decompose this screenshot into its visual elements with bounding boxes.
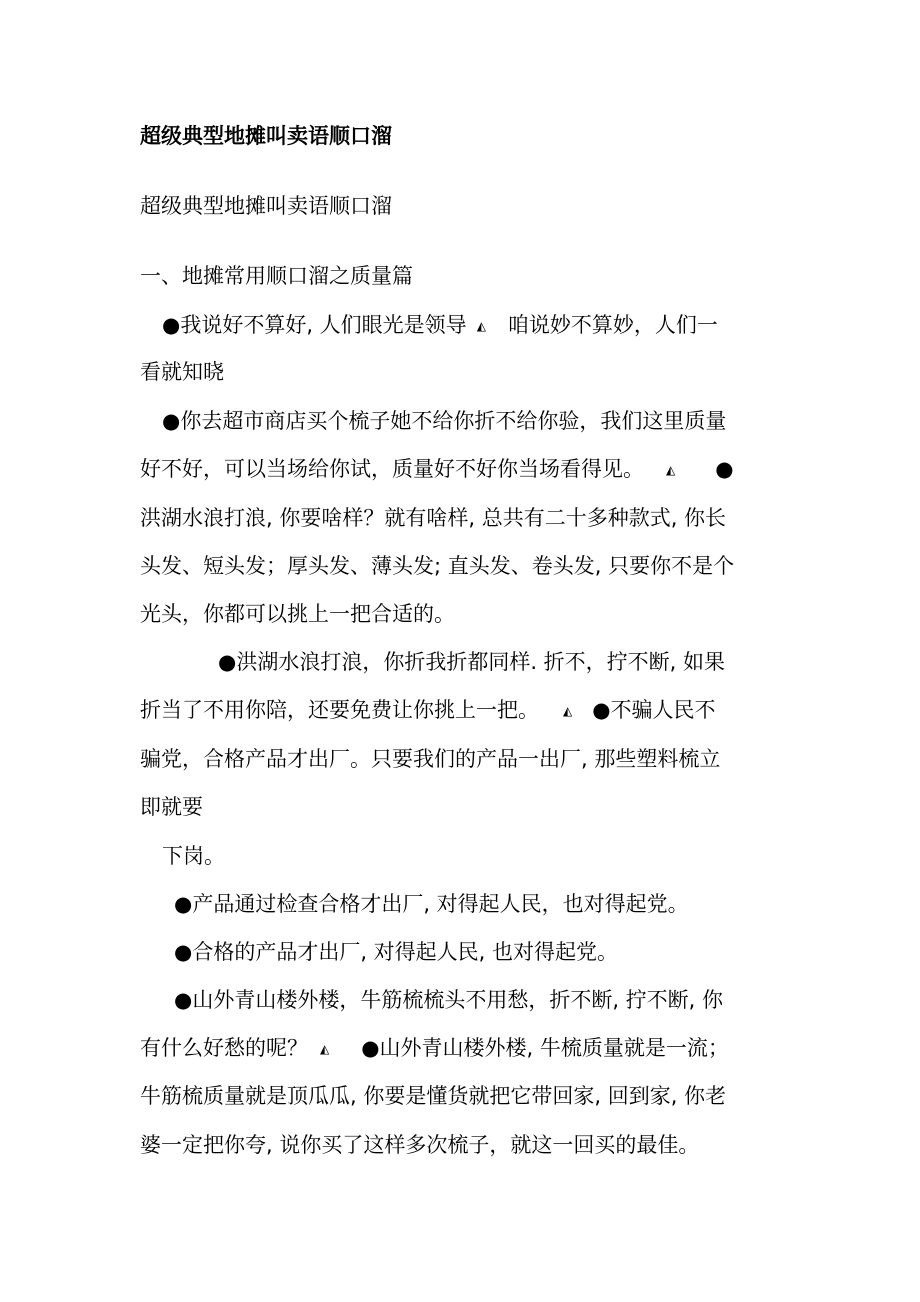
paragraph-line: [140, 600, 800, 628]
text-segment: ●合格的产品才出厂, 对得起人民, 也对得起党。: [174, 940, 619, 964]
text-segment: 有什么好愁的呢？: [140, 1036, 308, 1060]
paragraph-line: [174, 890, 834, 918]
paragraph-line: [140, 696, 800, 725]
paragraph-line: [140, 552, 800, 580]
text-segment: ●山外青山楼外楼, 牛梳质量就是一流；: [361, 1036, 729, 1060]
paragraph-line: [140, 1131, 800, 1159]
text-segment: 牛筋梳质量就是顶瓜瓜, 你要是懂货就把它带回家, 回到家, 你老: [140, 1084, 727, 1108]
text-segment: 看就知晓: [140, 360, 224, 384]
text-segment: 婆一定把你夸, 说你买了这样多次梳子，就这一回买的最佳。: [140, 1133, 700, 1157]
document-title: 超级典型地摊叫卖语顺口溜: [140, 124, 392, 148]
paragraph-line: [140, 504, 800, 532]
text-segment: ●产品通过检查合格才出厂, 对得起人民，也对得起党。: [174, 892, 689, 916]
paragraph-line: [218, 648, 878, 676]
triangle-mark-icon: ◭: [320, 1042, 330, 1056]
paragraph-line: [162, 842, 822, 870]
text-segment: 好不好，可以当场给你试，质量好不好你当场看得见。: [140, 457, 644, 481]
text-segment: ●我说好不算好, 人们眼光是领导: [162, 313, 467, 337]
paragraph-line: [140, 793, 800, 821]
text-segment: 下岗。: [162, 844, 225, 868]
text-segment: 头发、短头发；厚头发、薄头发; 直头发、卷头发, 只要你不是个: [140, 554, 735, 578]
paragraph-line: [162, 311, 822, 340]
triangle-mark-icon: ◭: [563, 704, 573, 718]
paragraph-line: [140, 745, 800, 773]
text-segment: 即就要: [140, 795, 203, 819]
triangle-mark-icon: ◭: [476, 319, 486, 333]
document-subtitle: 超级典型地摊叫卖语顺口溜: [140, 194, 392, 218]
text-segment: 光头，你都可以挑上一把合适的。: [140, 602, 455, 626]
text-segment: ●你去超市商店买个梳子她不给你折不给你验，我们这里质量: [162, 409, 727, 433]
text-segment: ●: [715, 457, 734, 481]
text-segment: ●不骗人民不: [592, 698, 716, 722]
paragraph-line: [140, 358, 800, 386]
text-segment: 洪湖水浪打浪, 你要啥样？就有啥样, 总共有二十多种款式, 你长: [140, 506, 727, 530]
triangle-mark-icon: ◭: [666, 463, 676, 477]
text-segment: ●山外青山楼外楼，牛筋梳梳头不用愁，折不断, 拧不断, 你: [174, 988, 724, 1012]
paragraph-line: [140, 455, 800, 484]
paragraph-line: [140, 1034, 800, 1063]
paragraph-line: [162, 407, 822, 435]
text-segment: 折当了不用你陪，还要免费让你挑上一把。: [140, 698, 539, 722]
text-segment: 咱说妙不算妙，人们一: [507, 313, 718, 337]
paragraph-line: [174, 986, 834, 1014]
paragraph-line: [140, 1082, 800, 1110]
text-segment: ●洪湖水浪打浪，你折我折都同样. 折不，拧不断, 如果: [218, 650, 726, 674]
paragraph-line: [174, 938, 834, 966]
section-heading: 一、地摊常用顺口溜之质量篇: [140, 264, 413, 288]
text-segment: 骗党，合格产品才出厂。只要我们的产品一出厂, 那些塑料梳立: [140, 747, 721, 771]
